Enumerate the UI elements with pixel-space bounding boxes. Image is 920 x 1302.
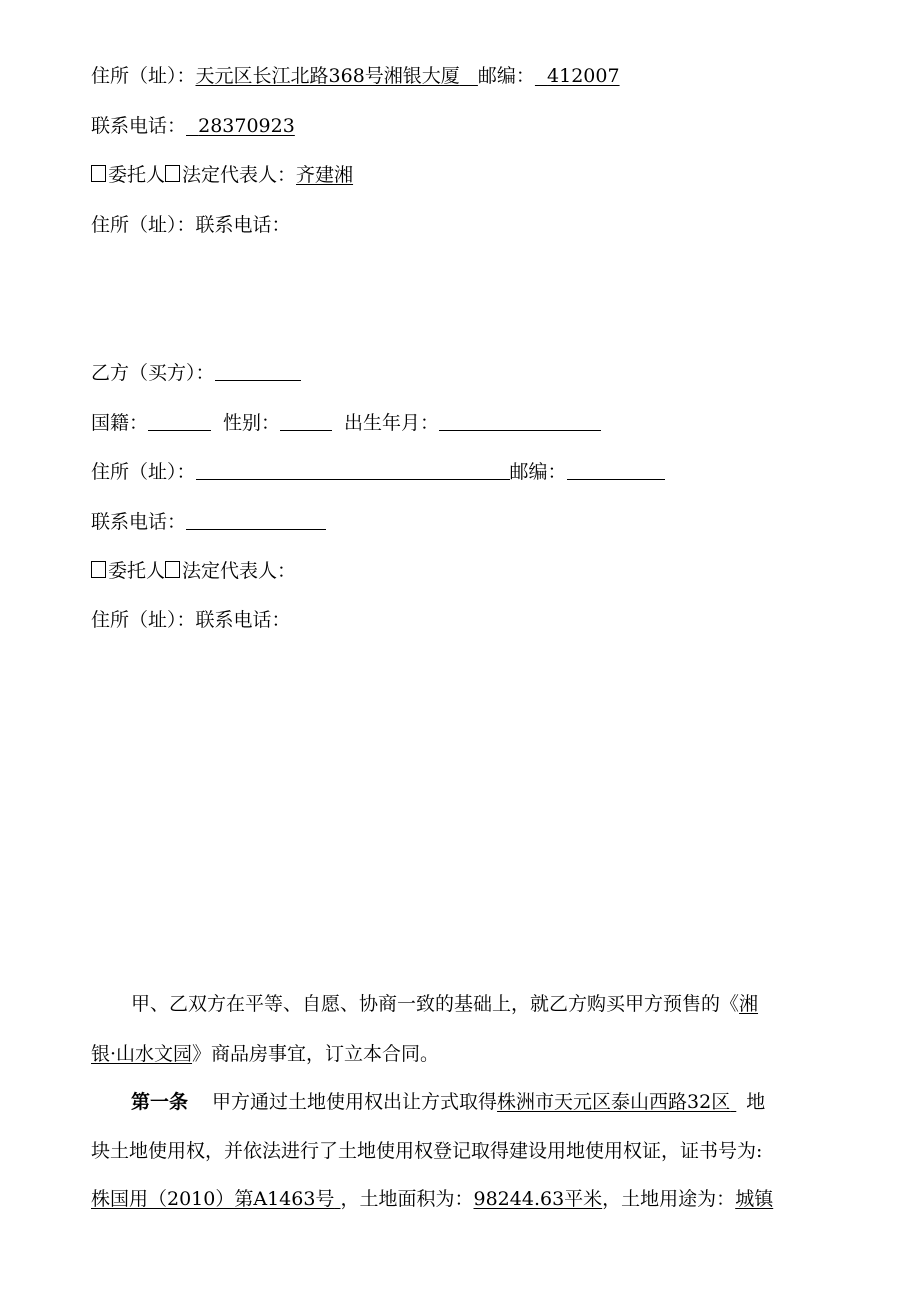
party-a-phone-line [91,113,295,139]
party-b-agent-line [91,558,296,584]
nationality-field[interactable] [148,410,211,431]
party-b-legal-rep-checkbox[interactable] [165,561,180,578]
land-usage: 城镇 [735,1188,774,1210]
party-a-phone-value: 28370923 [198,115,295,137]
gender-field[interactable] [280,410,332,431]
party-b-address-label: 住所（址）： [91,461,196,483]
party-b-postcode-field[interactable] [567,459,665,480]
party-b-rep-address-line: 住所（址）：联系电话： [91,609,291,631]
party-a-postcode-value: 412007 [547,65,620,87]
legal-rep-checkbox[interactable] [165,165,180,182]
party-a-rep-address-line: 住所（址）：联系电话： [91,214,291,236]
party-a-address-value: 天元区长江北路368号湘银大厦 [195,65,460,87]
birth-field[interactable] [439,410,601,431]
party-b-title-label: 乙方（买方）： [91,362,215,384]
article-1-heading: 第一条 [131,1091,189,1113]
nationality-label: 国籍： [91,412,149,434]
article-1-line-2: 块土地使用权，并依法进行了土地使用权登记取得建设用地使用权证，证书号为: [91,1140,763,1162]
legal-rep-label: 法定代表人： [182,164,297,186]
intro-paragraph-line-2: 银·山水文园》商品房事宜，订立本合同。 [91,1043,440,1065]
party-b-legal-rep-label: 法定代表人： [182,560,297,582]
agent-label: 委托人 [108,164,166,186]
intro-paragraph: 甲、乙双方在平等、自愿、协商一致的基础上，就乙方购买甲方预售的《湘 [131,993,759,1015]
party-a-agent-line [91,162,353,188]
certificate-number: 株国用（2010）第A1463号 [91,1188,335,1210]
party-a-address-line [91,63,620,89]
party-b-address-field[interactable] [196,459,510,480]
gender-label: 性别： [223,412,281,434]
project-name-part-1: 湘 [739,993,759,1015]
land-area: 98244.63平米 [473,1188,603,1210]
party-b-info-line [91,410,601,436]
party-a-phone-label: 联系电话： [91,115,187,137]
party-b-phone-line [91,509,326,535]
party-b-agent-label: 委托人 [108,560,166,582]
article-1-line-3: 株国用（2010）第A1463号 ，土地面积为：98244.63平米，土地用途为：城镇 [91,1188,774,1210]
party-b-postcode-label: 邮编： [509,461,567,483]
party-b-phone-field[interactable] [186,509,326,530]
party-b-title-line [91,360,301,386]
project-name-part-2: 银·山水文园 [91,1043,193,1065]
party-a-postcode-label: 邮编： [477,65,535,87]
party-a-address-label: 住所（址）： [91,65,196,87]
agent-checkbox[interactable] [91,165,106,182]
legal-rep-value: 齐建湘 [296,164,354,186]
article-1-line-1: 第一条 甲方通过土地使用权出让方式取得株洲市天元区泰山西路32区 地 [131,1091,766,1113]
party-b-agent-checkbox[interactable] [91,561,106,578]
party-b-phone-label: 联系电话： [91,511,187,533]
party-b-address-line [91,459,665,485]
buyer-name-field[interactable] [215,360,301,381]
land-location: 株洲市天元区泰山西路32区 [497,1091,731,1113]
birth-label: 出生年月： [344,412,440,434]
